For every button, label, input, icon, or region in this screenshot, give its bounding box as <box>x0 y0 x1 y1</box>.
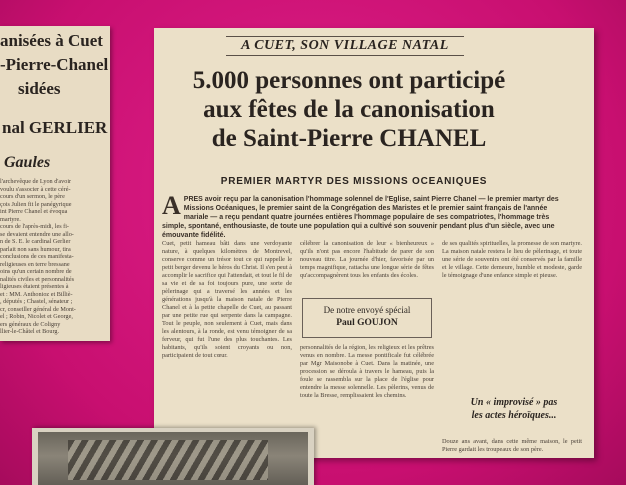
article-column-3: de ses qualités spirituelles, la promesse de son martyre. La maison natale restera le lieu de pèlerinage, et toute une série de souvenirs ont été conservés par la famille et le village. Cette demeure, humble et modeste, garde le témoignage d'une enfance simple et pieuse. <box>442 240 582 279</box>
article-column-1: Cuet, petit hameau bâti dans une verdoyante nature, à quelques kilomètres de Montrevel, conserve comme un trésor tout ce qui rappelle le petit berger devenu le héros du Christ. Il s'en peut à accomplir le sacrifice qui l'attendait, et tout le fil de sa vie et de sa foi toujours pure, une sorte de pèlerinage qui a traversé les années et les générations jusqu'à la maison natale de Pierre Chanel et à la petite chapelle de Cuet, au passant par une petite rue qui serpente dans la campagne. Tout le peuple, non seulement à Cuet, mais dans les alentours, à la ronde, est venu témoigner de sa ferveur, qui fut l'une des plus touchantes. Les habitants, qu'ils soient croyants ou non, participaient de tout cœur. <box>162 240 292 359</box>
left-subtitle: Gaules <box>4 154 51 171</box>
left-body-line: religieuses en terre bressane <box>0 260 70 268</box>
lede-dropcap: A <box>162 191 181 220</box>
left-body-line: çois Julien fit le panégyrique <box>0 200 72 208</box>
section-heading <box>454 396 574 422</box>
newspaper-photo <box>38 432 308 485</box>
byline-box <box>302 298 432 338</box>
byline-name: Paul GOUJON <box>336 318 398 328</box>
left-body-line: l'archevêque de Lyon d'avoir <box>0 178 72 185</box>
article-headline <box>154 66 544 153</box>
left-body-line: int Pierre Chanel et évoqua <box>0 208 68 215</box>
left-body-line: et : MM. Anthonioz et Billiè- <box>0 290 73 298</box>
left-body-line: conclusions de ces manifesta- <box>0 253 74 260</box>
article-column-2: célébrer la canonisation de leur « bienheureux » qu'ils n'ont pas encore l'habitude de parer de son nouveau titre. La journée d'hier, favorisée par un temps magnifique, rattacha une longue série de fêtes qu'accompagnèrent tous les enfants des écoles. <box>300 240 434 279</box>
section-heading-line-2: les actes héroïques... <box>471 410 557 421</box>
left-body-line: se devaient entendre une allo- <box>0 230 74 238</box>
left-body-line: cours d'un sermon, le père <box>0 193 65 200</box>
article-kicker: A CUET, SON VILLAGE NATAL <box>226 36 464 56</box>
article-subhead: PREMIER MARTYR DES MISSIONS OCEANIQUES <box>220 176 488 187</box>
headline-line-2: aux fêtes de la canonisation <box>203 96 495 123</box>
left-body-line: ligieuses étaient présentes à <box>0 283 69 290</box>
headline-line-3: de Saint-Pierre CHANEL <box>211 125 487 152</box>
left-headline-line-2: -Pierre-Chanel <box>0 55 109 74</box>
left-headline-line-4: nal GERLIER <box>2 118 108 137</box>
lede-text: PRES avoir reçu par la canonisation l'hommage solennel de l'Eglise, saint Pierre Chanel — le premier martyr des Missions Océaniques, le premier saint de la Congrégation des Maristes et le premier saint français de l'année mariale — a reçu pendant quatre journées entières l'hommage populaire de ses compatriotes, l'hommage très simple, spontané, enthousiaste, de toute une population qui a cultivé son souvenir pendant plus d'un siècle, avec une émouvante fidélité. <box>162 196 559 239</box>
left-body-line: , députés ; Chastel, sénateur ; <box>0 298 73 305</box>
left-body-line: n de S. E. le cardinal Gerlier <box>0 238 71 245</box>
headline-line-1: 5.000 personnes ont participé <box>192 67 506 94</box>
left-body-line: cours de l'après-midi, les fi- <box>0 223 69 230</box>
left-body-line: cr, conseiller général de Mont- <box>0 305 76 313</box>
left-body-line: llier-le-Châtel et Bourg. <box>0 328 60 335</box>
photo-clipping <box>32 428 314 485</box>
left-headline-line-1: anisées à Cuet <box>0 31 103 50</box>
article-column-3-continued: Douze ans avant, dans cette même maison, le petit Pierre gardait les troupeaux de son père. <box>442 438 582 453</box>
section-heading-line-1: Un « improvisé » pas <box>470 397 558 408</box>
left-body-line: martyre. <box>0 215 21 223</box>
article-lede <box>162 191 572 240</box>
left-body-text <box>0 178 108 336</box>
article-column-2-continued: personnalités de la région, les religieux et les prêtres venus en nombre. La messe pontificale fut célébrée par Mgr Maisonobe à Cuet. Dans la matinée, une procession se déroula à travers le hameau, puis la foule se rassembla sur la place de l'église pour entendre la messe solennelle. Les pèlerins, venus de toute la Bresse, remplissaient les chemins. <box>300 344 434 399</box>
left-body-line: oins qu'un certain nombre de <box>0 268 72 275</box>
left-body-line: parlait non sans humour, tira <box>0 245 71 253</box>
left-body-line: nalités civiles et personnalités <box>0 275 75 283</box>
photo-texture <box>68 440 268 480</box>
left-headline-line-3: sidées <box>18 79 61 98</box>
left-body-line: el ; Robin, Nicolet et George, <box>0 313 73 320</box>
main-newspaper-clipping <box>154 28 594 458</box>
left-body-line: voulu s'associer à cette céré- <box>0 185 71 193</box>
left-newspaper-clipping <box>0 26 110 341</box>
byline-intro: De notre envoyé spécial <box>323 305 411 315</box>
left-body-line: ers généraux de Coligny <box>0 320 61 328</box>
